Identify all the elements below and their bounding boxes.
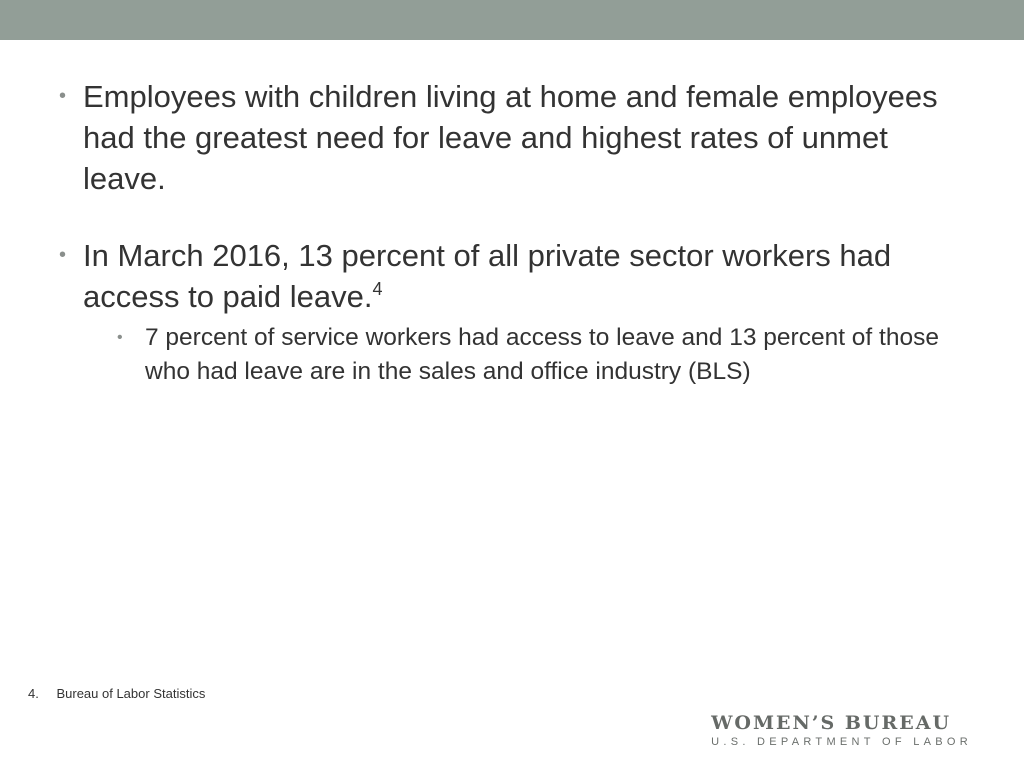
womens-bureau-logo	[711, 712, 972, 748]
bullet-text: In March 2016, 13 percent of all private sector workers had access to paid leave.	[83, 238, 892, 314]
footnote-text: Bureau of Labor Statistics	[56, 686, 206, 701]
logo-title: WOMEN’S BUREAU	[711, 712, 952, 734]
logo-subtitle: U.S. DEPARTMENT OF LABOR	[711, 736, 972, 748]
bullet-item	[57, 76, 957, 199]
sub-bullet-text: 7 percent of service workers had access to leave and 13 percent of those who had leave are in the sales and office industry (BLS)	[145, 324, 939, 385]
bullet-text: Employees with children living at home and female employees had the greatest need for leave and highest rates of unmet leave.	[83, 79, 938, 196]
footnote	[28, 686, 205, 701]
bullet-dot-icon: •	[59, 244, 67, 266]
header-bar	[0, 0, 1024, 40]
bullet-list	[57, 76, 957, 389]
sub-bullet-dot-icon: •	[117, 329, 123, 346]
bullet-item	[57, 235, 957, 317]
sub-bullet-item	[115, 321, 957, 389]
footnote-reference: 4	[372, 279, 383, 299]
bullet-dot-icon: •	[59, 85, 67, 107]
footnote-number: 4.	[28, 686, 39, 701]
